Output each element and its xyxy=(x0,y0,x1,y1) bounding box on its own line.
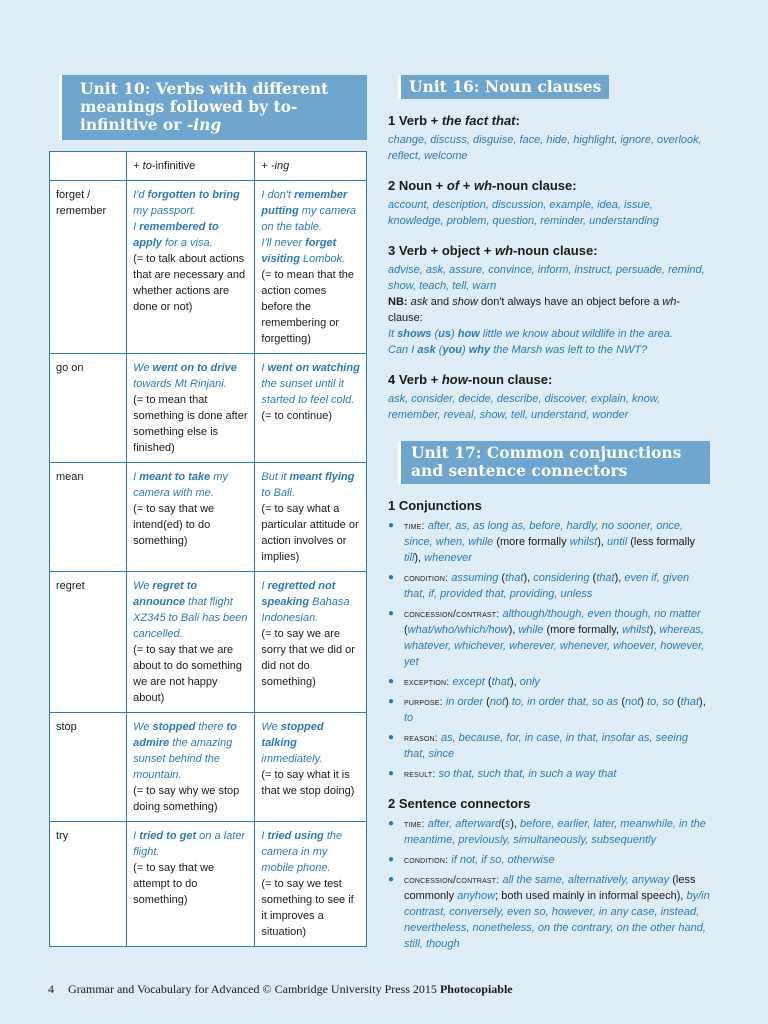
footer-photocopiable: Photocopiable xyxy=(439,982,513,996)
unit17-title: Unit 17: Common conjunctions and sentence connectors xyxy=(398,441,710,484)
connectors-list xyxy=(388,816,710,952)
page-number: 4 xyxy=(48,982,54,996)
unit17-section-1: 1 Conjunctions xyxy=(388,498,482,513)
table-row: forget / remember I'd forgotten to bring my passport. I remembered to apply for a visa. (= to talk about actions that are necessary and whether actions are done or not) I don't remember putting my camera on the table. I'll never forget visiting Lombok. (= to mean that the action comes before the remembering or forgetting) xyxy=(50,181,367,354)
list-item: ● purpose: in order (not) to, in order that, so as (not) to, so (that), to xyxy=(388,694,710,726)
list-item: ● result: so that, such that, in such a way that xyxy=(388,766,710,782)
list-item: ● concession/contrast: all the same, alternatively, anyway (less commonly anyhow; both used mainly in informal speech), by/in contrast, conversely, even so, however, in any case, instead, nevertheless, nonetheless, on the contrary, on the other hand, still, though xyxy=(388,872,710,952)
table-row: go on We went on to drive towards Mt Rinjani. (= to mean that something is done after something else is finished) I went on watching the sunset until it started to feel cold. (= to continue) xyxy=(50,354,367,463)
unit16-words-3: advise, ask, assure, convince, inform, instruct, persuade, remind, show, teach, tell, warn xyxy=(388,264,705,292)
unit16-section-3: 3 Verb + object + wh-noun clause: xyxy=(388,243,598,258)
table-row: try I tried to get on a later flight. (= to say that we attempt to do something) I tried using the camera in my mobile phone. (= to say we test something to see if it improves a situation) xyxy=(50,822,367,947)
footer-text: Grammar and Vocabulary for Advanced © Cambridge University Press 2015 xyxy=(68,982,437,996)
unit16-section-4: 4 Verb + how-noun clause: xyxy=(388,372,553,387)
right-column xyxy=(388,75,710,956)
list-item: ● concession/contrast: although/though, even though, no matter (what/who/which/how), while (more formally, whilst), whereas, whatever, whichever, wherever, whenever, whoever, however, yet xyxy=(388,606,710,670)
list-item: ● condition: if not, if so, otherwise xyxy=(388,852,710,868)
table-row: mean I meant to take my camera with me. (= to say that we intend(ed) to do something) But it meant flying to Bali. (= to say what a particular attitude or action involves or implies) xyxy=(50,463,367,572)
unit10-table xyxy=(49,151,367,947)
list-item: ● time: after, afterward(s), before, earlier, later, meanwhile, in the meantime, previously, simultaneously, subsequently xyxy=(388,816,710,848)
unit16-example-1: It shows (us) how little we know about wildlife in the area. xyxy=(388,328,673,340)
unit16-words-2: account, description, discussion, example, idea, issue, knowledge, problem, question, reminder, understanding xyxy=(388,199,659,227)
col-infinitive: + to-infinitive xyxy=(127,152,255,181)
conjunctions-list xyxy=(388,518,710,782)
unit16-nb: NB: ask and show don't always have an object before a wh-clause: xyxy=(388,296,680,324)
unit17-section-2: 2 Sentence connectors xyxy=(388,796,531,811)
unit16-section-2: 2 Noun + of + wh-noun clause: xyxy=(388,178,577,193)
unit16-example-2: Can I ask (you) why the Marsh was left to the NWT? xyxy=(388,344,648,356)
unit16-section-1: 1 Verb + the fact that: xyxy=(388,113,520,128)
list-item: ● reason: as, because, for, in case, in that, insofar as, seeing that, since xyxy=(388,730,710,762)
col-ing: + -ing xyxy=(255,152,367,181)
list-item: ● exception: except (that), only xyxy=(388,674,710,690)
table-header-row xyxy=(50,152,367,181)
footer xyxy=(48,982,513,997)
unit10-panel xyxy=(49,75,367,947)
unit10-title: Unit 10: Verbs with different meanings followed by to-infinitive or -ing xyxy=(59,75,367,140)
list-item: ● condition: assuming (that), considering (that), even if, given that, if, provided that, providing, unless xyxy=(388,570,710,602)
list-item: ● time: after, as, as long as, before, hardly, no sooner, once, since, when, while (more formally whilst), until (less formally till), whenever xyxy=(388,518,710,566)
unit16-words-4: ask, consider, decide, describe, discover, explain, know, remember, reveal, show, tell, understand, wonder xyxy=(388,393,661,421)
unit16-words-1: change, discuss, disguise, face, hide, highlight, ignore, overlook, reflect, welcome xyxy=(388,134,702,162)
table-row: regret We regret to announce that flight XZ345 to Bali has been cancelled. (= to say that we are about to do something we are not happy about) I regretted not speaking Bahasa Indonesian. (= to say we are sorry that we did or did not do something) xyxy=(50,572,367,713)
table-row: stop We stopped there to admire the amazing sunset behind the mountain. (= to say why we stop doing something) We stopped talking immediately. (= to say what it is that we stop doing) xyxy=(50,713,367,822)
unit16-title: Unit 16: Noun clauses xyxy=(398,75,609,99)
